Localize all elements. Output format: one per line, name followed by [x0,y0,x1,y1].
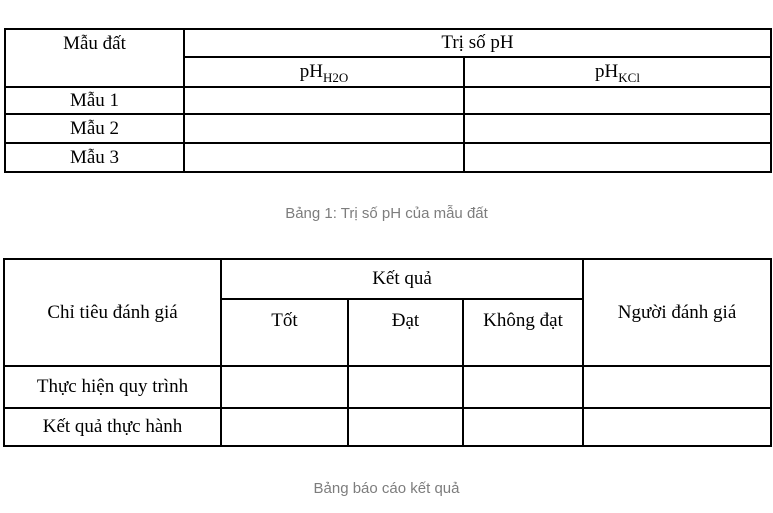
ph-table-corner-header: Mẫu đất [5,29,184,87]
report-table-caption: Bảng báo cáo kết quả [313,480,460,497]
sample-row-label: Mẫu 2 [5,114,184,143]
empty-cell [464,87,771,114]
empty-cell [464,143,771,172]
evaluator-header: Người đánh giá [583,259,771,366]
table-row [5,87,771,114]
empty-cell [184,87,464,114]
ph-table-caption: Bảng 1: Trị số pH của mẫu đất [285,205,488,222]
result-good-header: Tốt [221,299,348,366]
result-pass-header: Đạt [348,299,463,366]
ph-table [4,28,772,173]
empty-cell [348,366,463,408]
table-row [4,366,771,408]
ph-kcl-subscript: KCl [618,69,640,85]
empty-cell [221,408,348,446]
sample-row-label: Mẫu 3 [5,143,184,172]
empty-cell [221,366,348,408]
empty-cell [184,143,464,172]
criteria-row-label: Thực hiện quy trình [4,366,221,408]
empty-cell [583,408,771,446]
criteria-header: Chỉ tiêu đánh giá [4,259,221,366]
result-group-header: Kết quả [221,259,583,299]
ph-h2o-subscript: H2O [322,69,349,85]
sample-row-label: Mẫu 1 [5,87,184,114]
empty-cell [348,408,463,446]
ph-kcl-base: pH [595,61,619,83]
table-row [5,143,771,172]
result-fail-header: Không đạt [463,299,583,366]
ph-h2o-base: pH [299,61,323,83]
empty-cell [463,408,583,446]
table-row [5,114,771,143]
report-table [3,258,772,447]
table-row [4,408,771,446]
empty-cell [463,366,583,408]
empty-cell [184,114,464,143]
ph-h2o-header [184,57,464,87]
empty-cell [583,366,771,408]
criteria-row-label: Kết quả thực hành [4,408,221,446]
ph-kcl-header [464,57,771,87]
empty-cell [464,114,771,143]
ph-table-group-header: Trị số pH [184,29,771,57]
